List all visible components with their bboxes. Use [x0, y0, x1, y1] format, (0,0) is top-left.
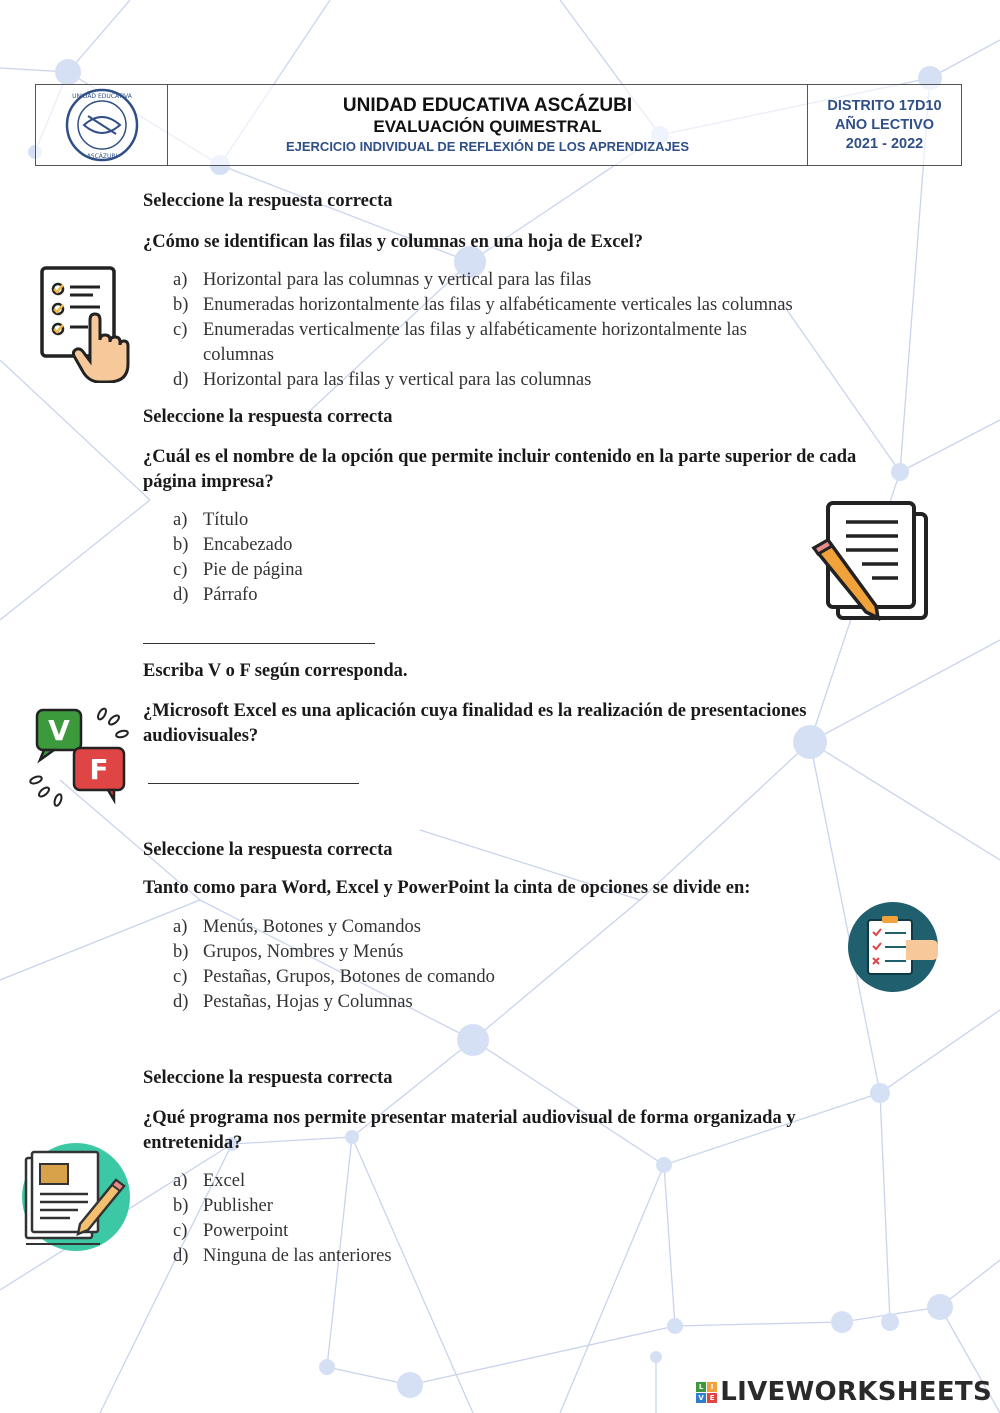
option-text: Ninguna de las anteriores: [203, 1246, 392, 1266]
option-1a[interactable]: a) Horizontal para las columnas y vertical para las filas: [173, 268, 863, 293]
instruction-5: Seleccione la respuesta correcta: [143, 1068, 393, 1088]
options-list-1: [173, 268, 863, 393]
option-4c[interactable]: c) Pestañas, Grupos, Botones de comando: [173, 965, 653, 990]
district-code: DISTRITO 17D10: [827, 97, 942, 114]
option-5b[interactable]: b) Publisher: [173, 1194, 533, 1219]
options-list-2: [173, 508, 473, 608]
school-seal-logo: [62, 88, 142, 162]
instruction-3: Escriba V o F según corresponda.: [143, 661, 408, 681]
option-2b[interactable]: b) Encabezado: [173, 533, 473, 558]
question-3: ¿Microsoft Excel es una aplicación cuya finalidad es la realización de presentaciones audiovisuales?: [143, 701, 807, 746]
evaluation-title: EVALUACIÓN QUIMESTRAL: [373, 117, 602, 136]
option-1c[interactable]: c) Enumeradas verticalmente las filas y alfabéticamente horizontalmente las columnas: [173, 318, 813, 368]
option-text: Publisher: [203, 1196, 273, 1216]
option-text: Horizontal para las columnas y vertical para las filas: [203, 270, 592, 290]
true-false-bubbles-icon: [28, 704, 133, 809]
option-text: Pestañas, Hojas y Columnas: [203, 992, 413, 1012]
option-text: Pestañas, Grupos, Botones de comando: [203, 967, 495, 987]
question-1: ¿Cómo se identifican las filas y columnas en una hoja de Excel?: [143, 232, 644, 252]
option-text: Enumeradas horizontalmente las filas y alfabéticamente verticales las columnas: [203, 295, 793, 315]
instruction-4: Seleccione la respuesta correcta: [143, 840, 393, 860]
option-5c[interactable]: c) Powerpoint: [173, 1219, 533, 1244]
option-1b[interactable]: b) Enumeradas horizontalmente las filas y alfabéticamente verticales las columnas: [173, 293, 863, 318]
question-4: Tanto como para Word, Excel y PowerPoint la cinta de opciones se divide en:: [143, 878, 751, 898]
option-text: Grupos, Nombres y Menús: [203, 942, 404, 962]
option-4b[interactable]: b) Grupos, Nombres y Menús: [173, 940, 653, 965]
option-5a[interactable]: a) Excel: [173, 1169, 533, 1194]
logo-text-bottom: ASCÁZUBI: [86, 153, 117, 160]
checklist-circle-icon: [846, 900, 940, 994]
divider-line: [143, 643, 375, 644]
option-text: Menús, Botones y Comandos: [203, 917, 421, 937]
option-4d[interactable]: d) Pestañas, Hojas y Columnas: [173, 990, 653, 1015]
option-text: Powerpoint: [203, 1221, 289, 1241]
option-5d[interactable]: d) Ninguna de las anteriores: [173, 1244, 533, 1269]
school-logo-cell: [36, 85, 168, 165]
bubble-f: F: [89, 753, 109, 786]
option-4a[interactable]: a) Menús, Botones y Comandos: [173, 915, 653, 940]
option-text: Encabezado: [203, 535, 293, 555]
document-pencil-icon: [806, 500, 934, 624]
option-text: Excel: [203, 1171, 246, 1191]
logo-text-top: UNIDAD EDUCATIVA: [71, 93, 132, 100]
school-name: UNIDAD EDUCATIVA ASCÁZUBI: [342, 95, 633, 116]
option-2c[interactable]: c) Pie de página: [173, 558, 473, 583]
instruction-2: Seleccione la respuesta correcta: [143, 407, 393, 427]
answer-line[interactable]: [148, 783, 359, 784]
option-1d[interactable]: d) Horizontal para las filas y vertical para las columnas: [173, 368, 863, 393]
year-label: AÑO LECTIVO: [834, 116, 935, 133]
bubble-v: V: [48, 714, 70, 747]
option-text: Enumeradas verticalmente las filas y alfabéticamente horizontalmente las columnas: [203, 320, 747, 365]
header-title-cell: [168, 85, 808, 165]
option-text: Horizontal para las filas y vertical para las columnas: [203, 370, 592, 390]
instruction-1: Seleccione la respuesta correcta: [143, 191, 393, 211]
liveworksheets-logo: [696, 1377, 992, 1407]
option-2a[interactable]: a) Título: [173, 508, 473, 533]
options-list-4: [173, 915, 653, 1015]
header-table: [35, 84, 962, 166]
question-5: ¿Qué programa nos permite presentar material audiovisual de forma organizada y entretenida?: [143, 1108, 796, 1153]
checklist-hand-icon: [38, 265, 138, 383]
options-list-5: [173, 1169, 533, 1269]
exercise-subtitle: EJERCICIO INDIVIDUAL DE REFLEXIÓN DE LOS APRENDIZAJES: [285, 139, 690, 154]
document-edit-circle-icon: [18, 1140, 132, 1254]
header-info-cell: [808, 85, 961, 165]
brand-mark-icon: L I V E: [696, 1382, 717, 1403]
option-text: Párrafo: [203, 585, 258, 605]
option-text: Título: [203, 510, 249, 530]
question-2: ¿Cuál es el nombre de la opción que permite incluir contenido en la parte superior de cada página impresa?: [143, 447, 857, 492]
school-year: 2021 - 2022: [845, 135, 924, 152]
brand-name: LIVEWORKSHEETS: [720, 1377, 992, 1407]
option-2d[interactable]: d) Párrafo: [173, 583, 473, 608]
option-text: Pie de página: [203, 560, 303, 580]
